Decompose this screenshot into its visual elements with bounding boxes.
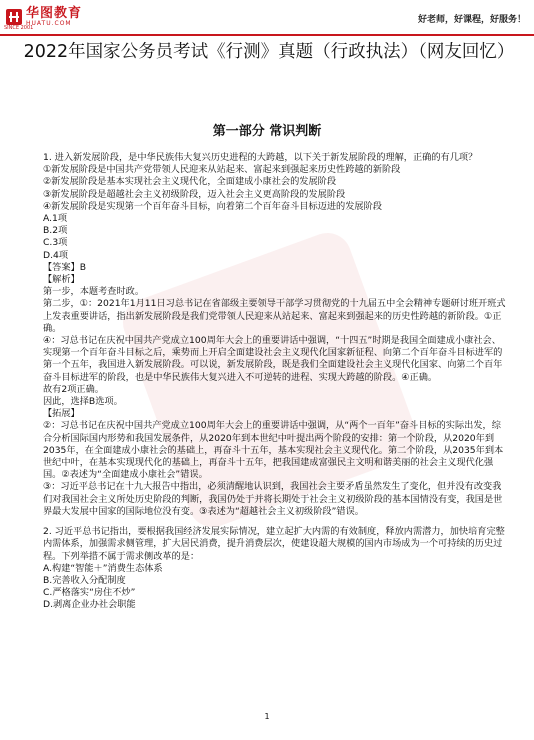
option-b: B.2项 (43, 225, 68, 237)
brand-since: SINCE 2001 (4, 25, 34, 31)
option-d: D.4项 (43, 249, 69, 261)
extension-text: ②：习总书记在庆祝中国共产党成立100周年大会上的重要讲话中强调，从“两个一百年”奋斗目标的实际出发，综合分析国际国内形势和我国发展条件，从2020年到本世纪中叶提出两个阶段的安排：第一个阶段，从2020年到2035年，在全面建成小康社会的基础上，再奋斗十五年，基本实现社会主义现代化。第二个阶段，从2035年到本世纪中叶，在基本实现现代化的基础上，再奋斗十五年，把我国建成富强民主文明和谐美丽的社会主义现代化强国。②表述为“全面建成小康社会”错误。 (43, 420, 504, 481)
document-body (43, 152, 509, 612)
analysis-text: 第二步，①：2021年1月11日习总书记在省部级主要领导干部学习贯彻党的十九届五中全会精神专题研讨班开班式上发表重要讲话，指出新发展阶段是我们党带领人民迎来从站起来、富起来到强起来的历史性跨越的新阶段。①正确。 (43, 298, 506, 334)
header-divider (0, 34, 534, 36)
analysis-text: 因此，选择B选项。 (43, 396, 123, 408)
option-a: A.构建“智能＋”消费生态体系 (43, 562, 163, 574)
extension-label: 【拓展】 (43, 408, 80, 420)
page-header (0, 0, 534, 34)
huatu-logo-icon (6, 9, 22, 25)
statement: ②新发展阶段是基本实现社会主义现代化，全面建成小康社会的发展阶段 (43, 176, 337, 188)
extension-text: ③：习近平总书记在十九大报告中指出，必须清醒地认识到，我国社会主要矛盾虽然发生了变化，但并没有改变我们对我国社会主义所处历史阶段的判断，我国仍处于并将长期处于社会主义初级阶段的基本国情没有变，我国是世界最大发展中国家的国际地位没有变。③表述为“超越社会主义初级阶段”错误。 (43, 481, 503, 517)
statement: ③新发展阶段是超越社会主义初级阶段，迈入社会主义更高阶段的发展阶段 (43, 188, 346, 200)
section-heading: 第一部分 常识判断 (212, 124, 322, 139)
analysis-text: 第一步，本题考查时政。 (43, 286, 145, 298)
question-1 (43, 152, 509, 518)
option-b: B.完善收入分配制度 (43, 574, 126, 586)
statement: ①新发展阶段是中国共产党带领人民迎来从站起来、富起来到强起来历史性跨越的新阶段 (43, 164, 401, 176)
header-slogan: 好老师，好课程，好服务！ (417, 15, 526, 25)
question-stem: 2. 习近平总书记指出，要根据我国经济发展实际情况，建立起扩大内需的有效制度，释放内需潜力，加快培育完整内需体系，加强需求侧管理，扩大居民消费，提升消费层次，使建设超大规模的国内市场成为一个可持续的历史过程。下列举措不属于需求侧改革的是： (43, 526, 505, 562)
document-title: 2022年国家公务员考试《行测》真题（行政执法）（网友回忆） (23, 42, 515, 62)
brand-domain: HUATU.COM (26, 20, 72, 27)
question-2 (43, 526, 509, 611)
brand-logo (6, 7, 82, 27)
analysis-text: ④：习总书记在庆祝中国共产党成立100周年大会上的重要讲话中强调，“十四五”时期是我国全面建成小康社会、实现第一个百年奋斗目标之后，乘势而上开启全面建设社会主义现代化国家新征程、向第二个百年奋斗目标进军的第一个五年，我国进入新发展阶段。可以说，新发展阶段，既是我们全面建设社会主义现代化国家、向第二个百年奋斗目标进军的阶段，也是中华民族伟大复兴进入不可逆转的进程、实现大跨越的阶段。④正确。 (43, 335, 503, 383)
question-stem: 1. 进入新发展阶段，是中华民族伟大复兴历史进程的大跨越，以下关于新发展阶段的理解，正确的有几项？ (43, 152, 478, 163)
brand-name: 华图教育 (26, 6, 83, 21)
option-c: C.严格落实“房住不炒” (43, 587, 136, 599)
option-c: C.3项 (43, 237, 68, 249)
answer: 【答案】B (43, 261, 87, 273)
statement: ④新发展阶段是实现第一个百年奋斗目标，向着第二个百年奋斗目标迈进的发展阶段 (43, 200, 382, 212)
option-d: D.剥离企业办社会职能 (43, 599, 136, 611)
analysis-label: 【解析】 (43, 274, 80, 286)
page-number: 1 (264, 712, 270, 721)
analysis-text: 故有2项正确。 (43, 383, 104, 395)
option-a: A.1项 (43, 213, 68, 225)
